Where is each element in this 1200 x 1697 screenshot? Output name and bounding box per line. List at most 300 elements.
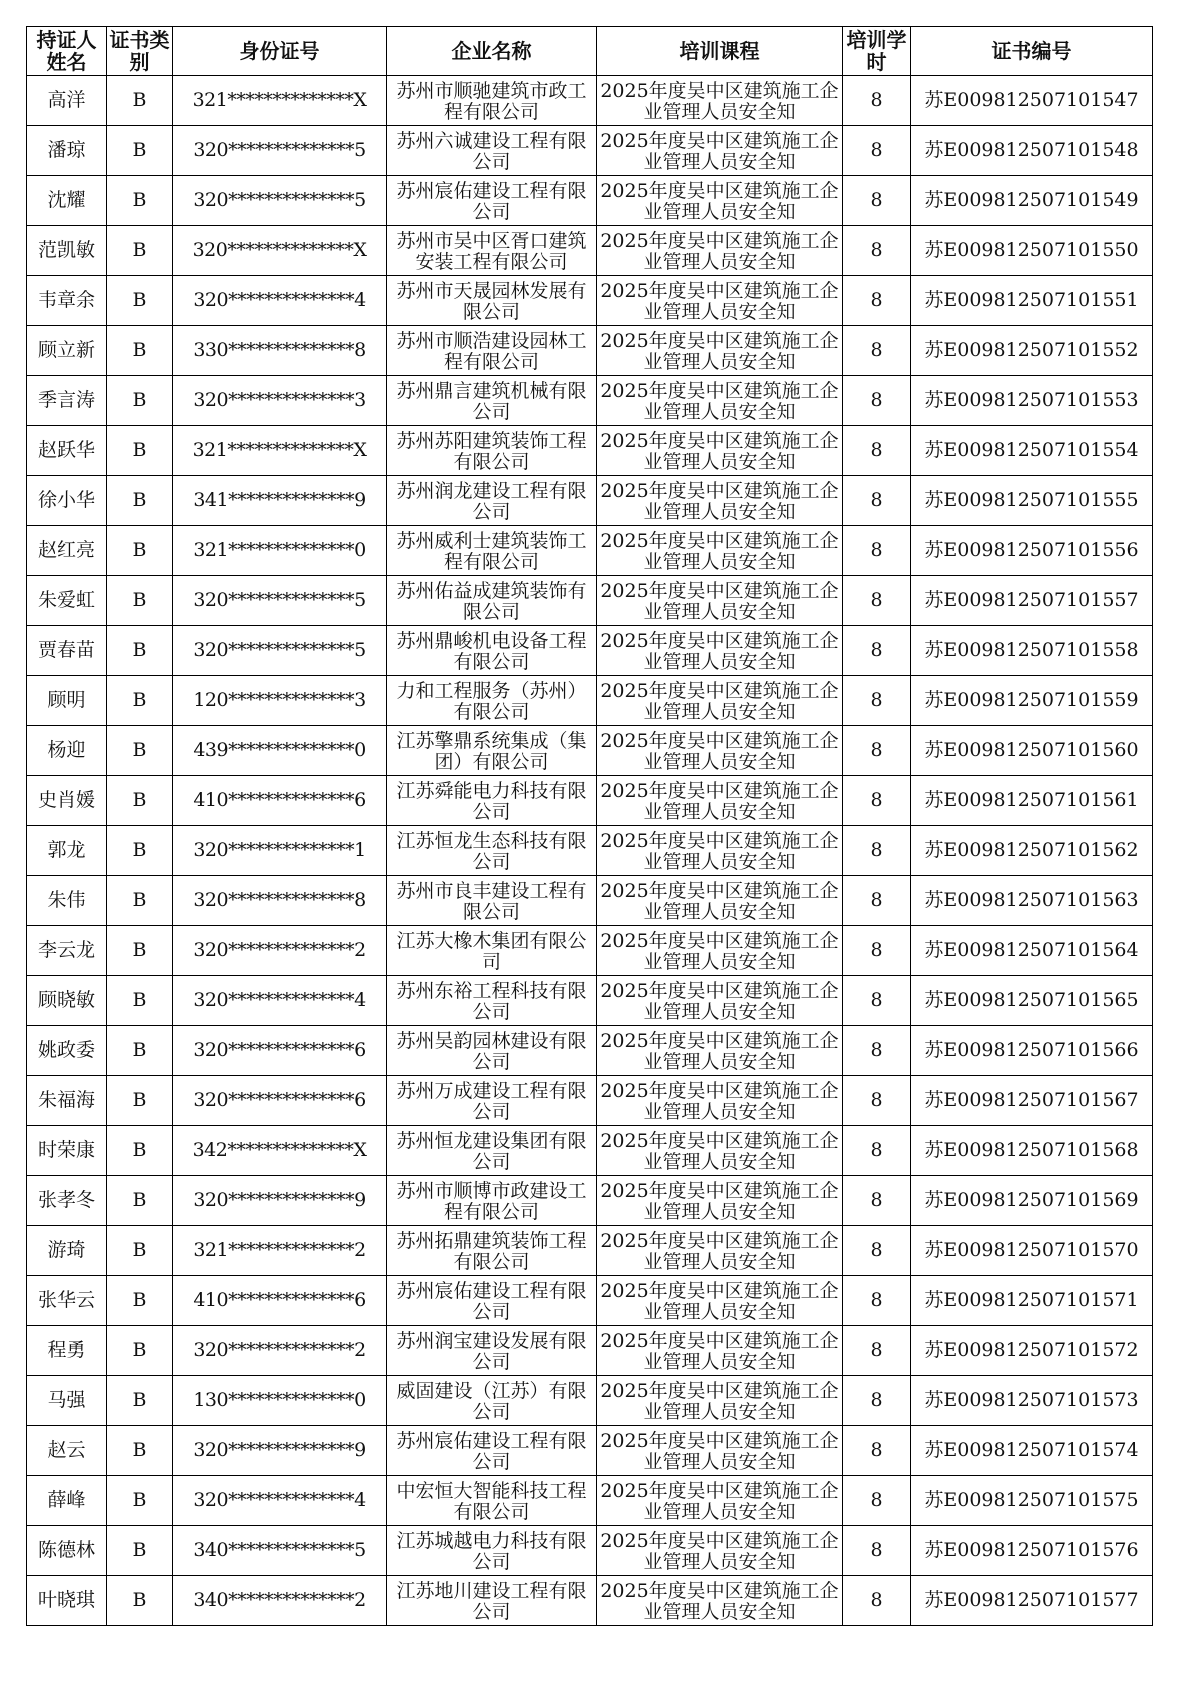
training-course-cell xyxy=(597,726,843,776)
company-name-cell-text: 江苏舜能电力科技有限公司 xyxy=(396,779,587,823)
training-hours-cell: 8 xyxy=(843,826,911,876)
table-row xyxy=(27,626,1153,676)
holder-name-cell: 徐小华 xyxy=(27,476,107,526)
header-row xyxy=(27,27,1153,76)
table-row xyxy=(27,876,1153,926)
cert-category-cell: B xyxy=(107,776,173,826)
cert-category-cell: B xyxy=(107,1176,173,1226)
company-name-cell-text: 江苏大橡木集团有限公司 xyxy=(396,929,587,973)
holder-name-cell: 赵跃华 xyxy=(27,426,107,476)
company-name-cell-text: 苏州市天晟园林发展有限公司 xyxy=(396,279,587,323)
company-name-cell xyxy=(387,926,597,976)
id-number-cell: 320**************9 xyxy=(173,1426,387,1476)
cert-number-cell: 苏E009812507101564 xyxy=(911,926,1153,976)
holder-name-cell: 韦章余 xyxy=(27,276,107,326)
training-hours-cell: 8 xyxy=(843,176,911,226)
company-name-cell-text: 江苏地川建设工程有限公司 xyxy=(396,1579,587,1623)
id-number-cell: 320**************5 xyxy=(173,626,387,676)
training-course-cell-text: 2025年度吴中区建筑施工企业管理人员安全知 xyxy=(600,329,839,373)
training-course-cell xyxy=(597,1276,843,1326)
training-course-cell xyxy=(597,876,843,926)
training-course-cell xyxy=(597,126,843,176)
company-name-cell xyxy=(387,676,597,726)
cert-number-cell: 苏E009812507101556 xyxy=(911,526,1153,576)
cert-number-cell: 苏E009812507101557 xyxy=(911,576,1153,626)
training-course-cell-text: 2025年度吴中区建筑施工企业管理人员安全知 xyxy=(600,79,839,123)
id-number-cell: 321**************X xyxy=(173,76,387,126)
training-course-cell xyxy=(597,276,843,326)
cert-number-cell: 苏E009812507101552 xyxy=(911,326,1153,376)
holder-name-cell: 郭龙 xyxy=(27,826,107,876)
cert-number-cell: 苏E009812507101565 xyxy=(911,976,1153,1026)
training-course-cell-text: 2025年度吴中区建筑施工企业管理人员安全知 xyxy=(600,1129,839,1173)
holder-name-cell: 顾立新 xyxy=(27,326,107,376)
training-course-cell-text: 2025年度吴中区建筑施工企业管理人员安全知 xyxy=(600,1079,839,1123)
cert-number-cell: 苏E009812507101568 xyxy=(911,1126,1153,1176)
cert-number-cell: 苏E009812507101567 xyxy=(911,1076,1153,1126)
holder-name-cell: 朱福海 xyxy=(27,1076,107,1126)
company-name-cell xyxy=(387,1126,597,1176)
cert-category-cell: B xyxy=(107,126,173,176)
holder-name-cell: 顾晓敏 xyxy=(27,976,107,1026)
cert-category-cell: B xyxy=(107,426,173,476)
cert-category-cell: B xyxy=(107,176,173,226)
cert-number-cell: 苏E009812507101572 xyxy=(911,1326,1153,1376)
training-hours-cell: 8 xyxy=(843,1276,911,1326)
holder-name-cell: 陈德林 xyxy=(27,1526,107,1576)
table-row xyxy=(27,1576,1153,1626)
holder-name-cell: 范凯敏 xyxy=(27,226,107,276)
training-hours-cell: 8 xyxy=(843,1076,911,1126)
holder-name-cell: 李云龙 xyxy=(27,926,107,976)
training-course-cell-text: 2025年度吴中区建筑施工企业管理人员安全知 xyxy=(600,779,839,823)
training-course-cell-text: 2025年度吴中区建筑施工企业管理人员安全知 xyxy=(600,679,839,723)
id-number-cell: 320**************2 xyxy=(173,1326,387,1376)
table-row xyxy=(27,676,1153,726)
holder-name-cell: 杨迎 xyxy=(27,726,107,776)
table-row xyxy=(27,1426,1153,1476)
cert-number-cell: 苏E009812507101563 xyxy=(911,876,1153,926)
id-number-cell: 320**************5 xyxy=(173,126,387,176)
company-name-cell-text: 苏州润宝建设发展有限公司 xyxy=(396,1329,587,1373)
training-course-cell xyxy=(597,1226,843,1276)
id-number-cell: 340**************5 xyxy=(173,1526,387,1576)
training-course-cell-text: 2025年度吴中区建筑施工企业管理人员安全知 xyxy=(600,829,839,873)
cert-number-cell: 苏E009812507101569 xyxy=(911,1176,1153,1226)
training-course-cell-text: 2025年度吴中区建筑施工企业管理人员安全知 xyxy=(600,1329,839,1373)
id-number-cell: 320**************4 xyxy=(173,276,387,326)
training-hours-cell: 8 xyxy=(843,476,911,526)
table-row xyxy=(27,1476,1153,1526)
company-name-cell xyxy=(387,76,597,126)
training-course-cell xyxy=(597,426,843,476)
holder-name-cell: 叶晓琪 xyxy=(27,1576,107,1626)
cert-number-cell: 苏E009812507101548 xyxy=(911,126,1153,176)
holder-name-cell: 薛峰 xyxy=(27,1476,107,1526)
company-name-cell-text: 苏州恒龙建设集团有限公司 xyxy=(396,1129,587,1173)
training-hours-cell: 8 xyxy=(843,526,911,576)
cert-category-cell: B xyxy=(107,726,173,776)
id-number-cell: 340**************2 xyxy=(173,1576,387,1626)
training-hours-cell: 8 xyxy=(843,126,911,176)
company-name-cell xyxy=(387,876,597,926)
training-hours-cell: 8 xyxy=(843,1376,911,1426)
training-course-cell xyxy=(597,1426,843,1476)
training-hours-cell: 8 xyxy=(843,1426,911,1476)
id-number-cell: 320**************5 xyxy=(173,176,387,226)
company-name-cell-text: 苏州鼎峻机电设备工程有限公司 xyxy=(396,629,587,673)
company-name-cell xyxy=(387,1276,597,1326)
training-hours-cell: 8 xyxy=(843,876,911,926)
id-number-cell: 320**************4 xyxy=(173,976,387,1026)
training-course-cell-text: 2025年度吴中区建筑施工企业管理人员安全知 xyxy=(600,1229,839,1273)
table-row xyxy=(27,276,1153,326)
holder-name-cell: 沈耀 xyxy=(27,176,107,226)
cert-category-cell: B xyxy=(107,576,173,626)
training-course-cell xyxy=(597,1176,843,1226)
training-course-cell xyxy=(597,1526,843,1576)
cert-number-cell: 苏E009812507101551 xyxy=(911,276,1153,326)
training-course-cell xyxy=(597,526,843,576)
training-course-cell xyxy=(597,926,843,976)
company-name-cell xyxy=(387,1576,597,1626)
training-hours-cell: 8 xyxy=(843,326,911,376)
training-course-cell xyxy=(597,826,843,876)
training-course-cell xyxy=(597,476,843,526)
table-row xyxy=(27,1276,1153,1326)
table-row xyxy=(27,826,1153,876)
holder-name-cell: 游琦 xyxy=(27,1226,107,1276)
company-name-cell-text: 苏州市顺博市政建设工程有限公司 xyxy=(396,1179,587,1223)
training-course-cell xyxy=(597,976,843,1026)
training-course-cell-text: 2025年度吴中区建筑施工企业管理人员安全知 xyxy=(600,479,839,523)
id-number-cell: 320**************8 xyxy=(173,876,387,926)
company-name-cell xyxy=(387,1526,597,1576)
cert-category-cell: B xyxy=(107,1326,173,1376)
cert-number-cell: 苏E009812507101549 xyxy=(911,176,1153,226)
training-course-cell-text: 2025年度吴中区建筑施工企业管理人员安全知 xyxy=(600,1529,839,1573)
company-name-cell xyxy=(387,326,597,376)
training-hours-cell: 8 xyxy=(843,676,911,726)
training-course-cell-text: 2025年度吴中区建筑施工企业管理人员安全知 xyxy=(600,1579,839,1623)
cert-category-cell: B xyxy=(107,226,173,276)
training-course-cell-text: 2025年度吴中区建筑施工企业管理人员安全知 xyxy=(600,279,839,323)
id-number-cell: 320**************X xyxy=(173,226,387,276)
company-name-cell xyxy=(387,376,597,426)
company-name-cell xyxy=(387,1376,597,1426)
table-row xyxy=(27,376,1153,426)
company-name-cell-text: 威固建设（江苏）有限公司 xyxy=(396,1379,587,1423)
training-course-cell xyxy=(597,1076,843,1126)
table-row xyxy=(27,176,1153,226)
cert-category-cell: B xyxy=(107,1576,173,1626)
training-hours-cell: 8 xyxy=(843,276,911,326)
id-number-cell: 320**************1 xyxy=(173,826,387,876)
cert-number-cell: 苏E009812507101573 xyxy=(911,1376,1153,1426)
training-hours-cell: 8 xyxy=(843,76,911,126)
company-name-cell xyxy=(387,1426,597,1476)
id-number-cell: 342**************X xyxy=(173,1126,387,1176)
company-name-cell-text: 苏州佑益成建筑装饰有限公司 xyxy=(396,579,587,623)
table-row xyxy=(27,1326,1153,1376)
cert-category-cell: B xyxy=(107,1526,173,1576)
company-name-cell xyxy=(387,526,597,576)
cert-category-cell: B xyxy=(107,826,173,876)
id-number-cell: 321**************0 xyxy=(173,526,387,576)
company-name-cell xyxy=(387,976,597,1026)
company-name-cell-text: 苏州六诚建设工程有限公司 xyxy=(396,129,587,173)
holder-name-cell: 马强 xyxy=(27,1376,107,1426)
id-number-cell: 130**************0 xyxy=(173,1376,387,1426)
holder-name-cell: 季言涛 xyxy=(27,376,107,426)
table-row xyxy=(27,476,1153,526)
company-name-cell xyxy=(387,1326,597,1376)
training-course-cell xyxy=(597,1126,843,1176)
cert-category-cell: B xyxy=(107,1476,173,1526)
training-hours-cell: 8 xyxy=(843,376,911,426)
cert-number-cell: 苏E009812507101577 xyxy=(911,1576,1153,1626)
id-number-cell: 439**************0 xyxy=(173,726,387,776)
header-cert-number: 证书编号 xyxy=(911,27,1153,76)
company-name-cell-text: 苏州苏阳建筑装饰工程有限公司 xyxy=(396,429,587,473)
training-course-cell-text: 2025年度吴中区建筑施工企业管理人员安全知 xyxy=(600,1429,839,1473)
cert-category-cell: B xyxy=(107,326,173,376)
header-training-hours: 培训学时 xyxy=(843,27,911,76)
company-name-cell-text: 苏州万成建设工程有限公司 xyxy=(396,1079,587,1123)
table-row xyxy=(27,1076,1153,1126)
cert-number-cell: 苏E009812507101550 xyxy=(911,226,1153,276)
table-row xyxy=(27,576,1153,626)
table-row xyxy=(27,226,1153,276)
holder-name-cell: 赵红亮 xyxy=(27,526,107,576)
training-course-cell xyxy=(597,1326,843,1376)
company-name-cell-text: 江苏城越电力科技有限公司 xyxy=(396,1529,587,1573)
training-hours-cell: 8 xyxy=(843,1126,911,1176)
cert-category-cell: B xyxy=(107,926,173,976)
training-course-cell-text: 2025年度吴中区建筑施工企业管理人员安全知 xyxy=(600,979,839,1023)
id-number-cell: 320**************3 xyxy=(173,376,387,426)
holder-name-cell: 姚政委 xyxy=(27,1026,107,1076)
cert-number-cell: 苏E009812507101554 xyxy=(911,426,1153,476)
id-number-cell: 320**************4 xyxy=(173,1476,387,1526)
training-course-cell xyxy=(597,176,843,226)
company-name-cell xyxy=(387,276,597,326)
training-course-cell xyxy=(597,776,843,826)
table-row xyxy=(27,776,1153,826)
header-company-name: 企业名称 xyxy=(387,27,597,76)
training-course-cell-text: 2025年度吴中区建筑施工企业管理人员安全知 xyxy=(600,229,839,273)
company-name-cell-text: 江苏恒龙生态科技有限公司 xyxy=(396,829,587,873)
id-number-cell: 410**************6 xyxy=(173,776,387,826)
cert-category-cell: B xyxy=(107,1426,173,1476)
cert-category-cell: B xyxy=(107,1226,173,1276)
training-course-cell xyxy=(597,676,843,726)
training-hours-cell: 8 xyxy=(843,1326,911,1376)
training-course-cell-text: 2025年度吴中区建筑施工企业管理人员安全知 xyxy=(600,429,839,473)
company-name-cell xyxy=(387,1026,597,1076)
cert-number-cell: 苏E009812507101575 xyxy=(911,1476,1153,1526)
header-holder-name: 持证人姓名 xyxy=(27,27,107,76)
id-number-cell: 321**************2 xyxy=(173,1226,387,1276)
company-name-cell xyxy=(387,776,597,826)
table-row xyxy=(27,1376,1153,1426)
company-name-cell xyxy=(387,426,597,476)
holder-name-cell: 贾春苗 xyxy=(27,626,107,676)
cert-category-cell: B xyxy=(107,76,173,126)
holder-name-cell: 张孝冬 xyxy=(27,1176,107,1226)
cert-number-cell: 苏E009812507101561 xyxy=(911,776,1153,826)
training-hours-cell: 8 xyxy=(843,1476,911,1526)
company-name-cell-text: 苏州东裕工程科技有限公司 xyxy=(396,979,587,1023)
training-hours-cell: 8 xyxy=(843,1526,911,1576)
holder-name-cell: 朱爱虹 xyxy=(27,576,107,626)
training-course-cell-text: 2025年度吴中区建筑施工企业管理人员安全知 xyxy=(600,579,839,623)
id-number-cell: 320**************6 xyxy=(173,1026,387,1076)
training-hours-cell: 8 xyxy=(843,1176,911,1226)
cert-number-cell: 苏E009812507101559 xyxy=(911,676,1153,726)
cert-category-cell: B xyxy=(107,976,173,1026)
id-number-cell: 320**************6 xyxy=(173,1076,387,1126)
table-row xyxy=(27,426,1153,476)
company-name-cell-text: 力和工程服务（苏州）有限公司 xyxy=(396,679,587,723)
holder-name-cell: 赵云 xyxy=(27,1426,107,1476)
training-course-cell-text: 2025年度吴中区建筑施工企业管理人员安全知 xyxy=(600,129,839,173)
holder-name-cell: 程勇 xyxy=(27,1326,107,1376)
cert-number-cell: 苏E009812507101574 xyxy=(911,1426,1153,1476)
table-row xyxy=(27,726,1153,776)
cert-category-cell: B xyxy=(107,676,173,726)
training-course-cell-text: 2025年度吴中区建筑施工企业管理人员安全知 xyxy=(600,1029,839,1073)
company-name-cell-text: 苏州市吴中区胥口建筑安装工程有限公司 xyxy=(396,229,587,273)
table-row xyxy=(27,126,1153,176)
training-course-cell-text: 2025年度吴中区建筑施工企业管理人员安全知 xyxy=(600,1179,839,1223)
company-name-cell xyxy=(387,476,597,526)
cert-number-cell: 苏E009812507101571 xyxy=(911,1276,1153,1326)
table-row xyxy=(27,1526,1153,1576)
company-name-cell xyxy=(387,176,597,226)
table-row xyxy=(27,1026,1153,1076)
training-course-cell-text: 2025年度吴中区建筑施工企业管理人员安全知 xyxy=(600,1379,839,1423)
company-name-cell-text: 苏州宸佑建设工程有限公司 xyxy=(396,179,587,223)
training-hours-cell: 8 xyxy=(843,1576,911,1626)
certificate-table xyxy=(26,26,1153,1626)
id-number-cell: 120**************3 xyxy=(173,676,387,726)
company-name-cell-text: 苏州润龙建设工程有限公司 xyxy=(396,479,587,523)
id-number-cell: 320**************2 xyxy=(173,926,387,976)
company-name-cell-text: 苏州市顺浩建设园林工程有限公司 xyxy=(396,329,587,373)
company-name-cell xyxy=(387,1476,597,1526)
training-course-cell-text: 2025年度吴中区建筑施工企业管理人员安全知 xyxy=(600,179,839,223)
company-name-cell-text: 苏州宸佑建设工程有限公司 xyxy=(396,1279,587,1323)
company-name-cell xyxy=(387,1076,597,1126)
company-name-cell-text: 苏州威利士建筑装饰工程有限公司 xyxy=(396,529,587,573)
training-course-cell xyxy=(597,1026,843,1076)
training-course-cell-text: 2025年度吴中区建筑施工企业管理人员安全知 xyxy=(600,729,839,773)
company-name-cell-text: 江苏擎鼎系统集成（集团）有限公司 xyxy=(396,729,587,773)
header-id-number: 身份证号 xyxy=(173,27,387,76)
cert-category-cell: B xyxy=(107,1276,173,1326)
training-course-cell xyxy=(597,626,843,676)
cert-number-cell: 苏E009812507101570 xyxy=(911,1226,1153,1276)
training-hours-cell: 8 xyxy=(843,1226,911,1276)
cert-number-cell: 苏E009812507101555 xyxy=(911,476,1153,526)
training-course-cell-text: 2025年度吴中区建筑施工企业管理人员安全知 xyxy=(600,1479,839,1523)
training-course-cell xyxy=(597,1476,843,1526)
table-row xyxy=(27,1176,1153,1226)
table-row xyxy=(27,326,1153,376)
cert-category-cell: B xyxy=(107,876,173,926)
header-cert-category: 证书类别 xyxy=(107,27,173,76)
training-course-cell-text: 2025年度吴中区建筑施工企业管理人员安全知 xyxy=(600,1279,839,1323)
cert-number-cell: 苏E009812507101553 xyxy=(911,376,1153,426)
id-number-cell: 320**************5 xyxy=(173,576,387,626)
cert-number-cell: 苏E009812507101562 xyxy=(911,826,1153,876)
company-name-cell-text: 苏州市顺驰建筑市政工程有限公司 xyxy=(396,79,587,123)
header-training-course: 培训课程 xyxy=(597,27,843,76)
training-hours-cell: 8 xyxy=(843,226,911,276)
training-hours-cell: 8 xyxy=(843,926,911,976)
holder-name-cell: 潘琼 xyxy=(27,126,107,176)
company-name-cell-text: 苏州鼎言建筑机械有限公司 xyxy=(396,379,587,423)
training-course-cell xyxy=(597,376,843,426)
training-course-cell xyxy=(597,76,843,126)
id-number-cell: 321**************X xyxy=(173,426,387,476)
table-row xyxy=(27,1126,1153,1176)
cert-category-cell: B xyxy=(107,526,173,576)
cert-category-cell: B xyxy=(107,1376,173,1426)
company-name-cell xyxy=(387,826,597,876)
company-name-cell-text: 苏州拓鼎建筑装饰工程有限公司 xyxy=(396,1229,587,1273)
training-hours-cell: 8 xyxy=(843,1026,911,1076)
cert-category-cell: B xyxy=(107,1126,173,1176)
training-course-cell-text: 2025年度吴中区建筑施工企业管理人员安全知 xyxy=(600,879,839,923)
training-hours-cell: 8 xyxy=(843,576,911,626)
training-hours-cell: 8 xyxy=(843,776,911,826)
holder-name-cell: 顾明 xyxy=(27,676,107,726)
cert-category-cell: B xyxy=(107,1026,173,1076)
company-name-cell xyxy=(387,626,597,676)
training-hours-cell: 8 xyxy=(843,726,911,776)
training-course-cell-text: 2025年度吴中区建筑施工企业管理人员安全知 xyxy=(600,629,839,673)
training-course-cell-text: 2025年度吴中区建筑施工企业管理人员安全知 xyxy=(600,929,839,973)
training-course-cell xyxy=(597,1576,843,1626)
company-name-cell xyxy=(387,576,597,626)
cert-category-cell: B xyxy=(107,1076,173,1126)
training-course-cell-text: 2025年度吴中区建筑施工企业管理人员安全知 xyxy=(600,529,839,573)
training-course-cell xyxy=(597,576,843,626)
table-row xyxy=(27,1226,1153,1276)
table-body xyxy=(27,76,1153,1626)
holder-name-cell: 张华云 xyxy=(27,1276,107,1326)
training-hours-cell: 8 xyxy=(843,976,911,1026)
company-name-cell-text: 苏州吴韵园林建设有限公司 xyxy=(396,1029,587,1073)
company-name-cell-text: 中宏恒大智能科技工程有限公司 xyxy=(396,1479,587,1523)
cert-category-cell: B xyxy=(107,376,173,426)
company-name-cell xyxy=(387,1226,597,1276)
company-name-cell xyxy=(387,226,597,276)
cert-number-cell: 苏E009812507101560 xyxy=(911,726,1153,776)
cert-category-cell: B xyxy=(107,276,173,326)
table-header xyxy=(27,27,1153,76)
cert-category-cell: B xyxy=(107,476,173,526)
training-course-cell xyxy=(597,226,843,276)
table-row xyxy=(27,526,1153,576)
company-name-cell-text: 苏州宸佑建设工程有限公司 xyxy=(396,1429,587,1473)
training-hours-cell: 8 xyxy=(843,426,911,476)
holder-name-cell: 时荣康 xyxy=(27,1126,107,1176)
cert-number-cell: 苏E009812507101547 xyxy=(911,76,1153,126)
holder-name-cell: 朱伟 xyxy=(27,876,107,926)
